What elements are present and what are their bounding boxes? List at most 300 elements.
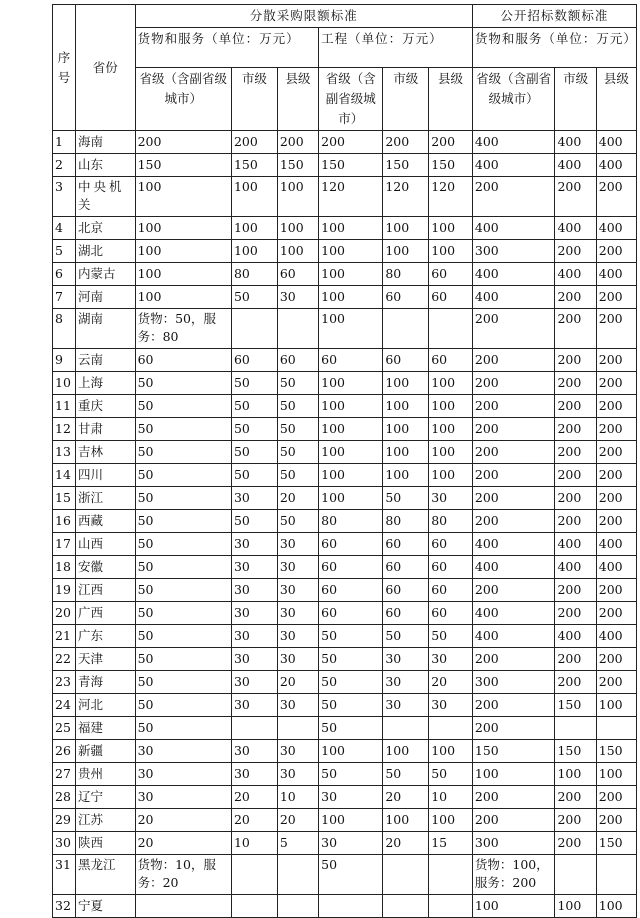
eng-city-cell: 60 — [383, 556, 429, 579]
public-tender-header: 公开招标数额标准 — [472, 5, 636, 28]
table-row — [53, 464, 637, 487]
public-prov-cell: 200 — [472, 510, 555, 533]
eng-prov-cell: 60 — [319, 533, 383, 556]
public-prov-cell: 300 — [472, 240, 555, 263]
public-city-cell: 400 — [555, 131, 596, 154]
eng-county-cell: 100 — [429, 240, 473, 263]
eng-city-cell — [383, 717, 429, 740]
public-city-cell: 200 — [555, 309, 596, 349]
goods-city-cell: 50 — [231, 395, 277, 418]
public-city-cell: 200 — [555, 602, 596, 625]
table-row — [53, 349, 637, 372]
public-city-cell — [555, 855, 596, 895]
seq-cell: 25 — [53, 717, 76, 740]
goods-prov-cell — [135, 895, 231, 918]
eng-prov-cell: 50 — [319, 648, 383, 671]
eng-county-cell: 60 — [429, 579, 473, 602]
public-city-cell: 100 — [555, 763, 596, 786]
eng-prov-cell: 100 — [319, 309, 383, 349]
goods-services-header: 货物和服务（单位：万元） — [135, 28, 319, 68]
public-county-cell: 200 — [596, 309, 636, 349]
eng-city-cell: 200 — [383, 131, 429, 154]
goods-county-cell: 50 — [277, 510, 318, 533]
eng-county-cell: 60 — [429, 286, 473, 309]
province-cell: 贵州 — [75, 763, 135, 786]
seq-cell: 9 — [53, 349, 76, 372]
table-row — [53, 154, 637, 177]
public-city-cell: 200 — [555, 487, 596, 510]
eng-city-cell: 30 — [383, 694, 429, 717]
eng-county-cell: 80 — [429, 510, 473, 533]
eng-prov-cell: 50 — [319, 855, 383, 895]
public-city-cell: 400 — [555, 217, 596, 240]
eng-prov-cell: 100 — [319, 809, 383, 832]
eng-county-cell: 50 — [429, 763, 473, 786]
province-cell: 山东 — [75, 154, 135, 177]
province-cell: 青海 — [75, 671, 135, 694]
prov-level-eng-header: 省级（含副省级城市） — [319, 68, 383, 131]
eng-prov-cell: 100 — [319, 441, 383, 464]
public-county-cell — [596, 717, 636, 740]
goods-city-cell — [231, 309, 277, 349]
goods-county-cell: 100 — [277, 217, 318, 240]
province-cell: 广西 — [75, 602, 135, 625]
public-prov-cell: 200 — [472, 464, 555, 487]
goods-prov-cell: 100 — [135, 177, 231, 217]
city-level-header: 市级 — [231, 68, 277, 131]
seq-cell: 29 — [53, 809, 76, 832]
eng-city-cell: 80 — [383, 510, 429, 533]
public-prov-cell: 200 — [472, 441, 555, 464]
goods-prov-cell: 20 — [135, 832, 231, 855]
seq-cell: 3 — [53, 177, 76, 217]
public-city-cell: 200 — [555, 464, 596, 487]
public-county-cell: 200 — [596, 177, 636, 217]
goods-prov-cell: 100 — [135, 240, 231, 263]
table-row — [53, 740, 637, 763]
seq-cell: 26 — [53, 740, 76, 763]
eng-county-cell — [429, 717, 473, 740]
goods-city-cell — [231, 895, 277, 918]
public-city-cell: 200 — [555, 809, 596, 832]
eng-county-cell: 50 — [429, 625, 473, 648]
table-row — [53, 510, 637, 533]
province-cell: 陕西 — [75, 832, 135, 855]
public-prov-cell: 200 — [472, 694, 555, 717]
goods-city-cell: 50 — [231, 510, 277, 533]
public-city-cell: 200 — [555, 240, 596, 263]
eng-prov-cell: 30 — [319, 786, 383, 809]
table-row — [53, 579, 637, 602]
eng-county-cell: 60 — [429, 556, 473, 579]
province-cell: 云南 — [75, 349, 135, 372]
procurement-standards-table — [52, 4, 637, 918]
table-row — [53, 395, 637, 418]
goods-county-cell: 100 — [277, 177, 318, 217]
seq-cell: 8 — [53, 309, 76, 349]
public-county-cell: 200 — [596, 579, 636, 602]
goods-city-cell: 200 — [231, 131, 277, 154]
table-row — [53, 309, 637, 349]
public-county-cell: 200 — [596, 487, 636, 510]
public-prov-cell: 400 — [472, 263, 555, 286]
eng-county-cell — [429, 855, 473, 895]
goods-city-cell: 30 — [231, 763, 277, 786]
goods-county-cell: 50 — [277, 372, 318, 395]
goods-county-cell: 30 — [277, 556, 318, 579]
province-cell: 浙江 — [75, 487, 135, 510]
goods-city-cell — [231, 855, 277, 895]
goods-county-cell: 30 — [277, 763, 318, 786]
goods-city-cell: 100 — [231, 217, 277, 240]
public-city-cell: 200 — [555, 671, 596, 694]
goods-county-cell: 50 — [277, 418, 318, 441]
eng-city-cell: 50 — [383, 625, 429, 648]
eng-city-cell: 60 — [383, 579, 429, 602]
table-row — [53, 487, 637, 510]
seq-cell: 16 — [53, 510, 76, 533]
eng-city-cell — [383, 855, 429, 895]
eng-prov-cell: 50 — [319, 671, 383, 694]
public-county-cell: 150 — [596, 740, 636, 763]
table-row — [53, 832, 637, 855]
table-row — [53, 263, 637, 286]
eng-city-cell — [383, 309, 429, 349]
seq-cell: 19 — [53, 579, 76, 602]
province-cell: 上海 — [75, 372, 135, 395]
eng-city-cell: 60 — [383, 286, 429, 309]
province-cell: 安徽 — [75, 556, 135, 579]
county-level-header: 县级 — [277, 68, 318, 131]
goods-city-cell: 50 — [231, 372, 277, 395]
province-cell: 黑龙江 — [75, 855, 135, 895]
public-county-cell: 400 — [596, 625, 636, 648]
public-county-cell: 400 — [596, 263, 636, 286]
eng-prov-cell: 100 — [319, 263, 383, 286]
table-row — [53, 441, 637, 464]
public-city-cell: 400 — [555, 533, 596, 556]
seq-cell: 13 — [53, 441, 76, 464]
goods-prov-cell: 20 — [135, 809, 231, 832]
goods-city-cell: 30 — [231, 579, 277, 602]
public-city-cell: 400 — [555, 625, 596, 648]
goods-city-cell: 50 — [231, 418, 277, 441]
table-row — [53, 418, 637, 441]
goods-city-cell: 30 — [231, 556, 277, 579]
province-cell: 河北 — [75, 694, 135, 717]
public-prov-cell: 400 — [472, 286, 555, 309]
public-county-cell: 200 — [596, 786, 636, 809]
public-city-cell: 200 — [555, 395, 596, 418]
seq-cell: 11 — [53, 395, 76, 418]
table-row — [53, 671, 637, 694]
goods-city-cell: 100 — [231, 240, 277, 263]
eng-prov-cell: 100 — [319, 372, 383, 395]
goods-prov-cell: 50 — [135, 464, 231, 487]
public-city-cell: 200 — [555, 286, 596, 309]
seq-cell: 27 — [53, 763, 76, 786]
goods-prov-cell: 30 — [135, 763, 231, 786]
county-level-eng-header: 县级 — [429, 68, 473, 131]
public-city-cell: 200 — [555, 349, 596, 372]
seq-cell: 31 — [53, 855, 76, 895]
goods-prov-cell: 50 — [135, 602, 231, 625]
eng-prov-cell: 150 — [319, 154, 383, 177]
goods-county-cell — [277, 855, 318, 895]
table-row — [53, 855, 637, 895]
seq-cell: 21 — [53, 625, 76, 648]
goods-prov-cell: 50 — [135, 671, 231, 694]
eng-county-cell: 100 — [429, 441, 473, 464]
goods-prov-cell: 100 — [135, 263, 231, 286]
table-row — [53, 602, 637, 625]
eng-prov-cell: 100 — [319, 464, 383, 487]
province-cell: 福建 — [75, 717, 135, 740]
province-cell: 江西 — [75, 579, 135, 602]
seq-cell: 4 — [53, 217, 76, 240]
goods-prov-cell: 50 — [135, 418, 231, 441]
eng-prov-cell: 60 — [319, 579, 383, 602]
eng-county-cell: 100 — [429, 395, 473, 418]
table-row — [53, 217, 637, 240]
goods-county-cell — [277, 309, 318, 349]
eng-county-cell: 100 — [429, 740, 473, 763]
eng-city-cell: 100 — [383, 441, 429, 464]
eng-county-cell: 100 — [429, 809, 473, 832]
eng-prov-cell: 100 — [319, 740, 383, 763]
eng-county-cell: 100 — [429, 372, 473, 395]
eng-county-cell: 10 — [429, 786, 473, 809]
prov-level-pub-header: 省级（含副省级城市） — [472, 68, 555, 131]
eng-prov-cell: 100 — [319, 418, 383, 441]
goods-prov-cell: 50 — [135, 395, 231, 418]
public-prov-cell: 200 — [472, 809, 555, 832]
public-county-cell: 200 — [596, 464, 636, 487]
public-prov-cell: 400 — [472, 154, 555, 177]
seq-cell: 12 — [53, 418, 76, 441]
goods-city-cell: 150 — [231, 154, 277, 177]
eng-prov-cell: 60 — [319, 556, 383, 579]
goods-city-cell: 30 — [231, 487, 277, 510]
public-county-cell: 200 — [596, 286, 636, 309]
goods-county-cell — [277, 895, 318, 918]
goods-prov-cell: 60 — [135, 349, 231, 372]
table-row — [53, 556, 637, 579]
province-cell: 广东 — [75, 625, 135, 648]
public-prov-cell: 400 — [472, 556, 555, 579]
eng-city-cell: 100 — [383, 809, 429, 832]
goods-county-cell — [277, 717, 318, 740]
public-city-cell: 200 — [555, 832, 596, 855]
goods-services-public-header: 货物和服务（单位：万元） — [472, 28, 636, 68]
eng-county-cell: 120 — [429, 177, 473, 217]
province-cell: 新疆 — [75, 740, 135, 763]
public-prov-cell: 200 — [472, 487, 555, 510]
province-cell: 湖南 — [75, 309, 135, 349]
seq-cell: 18 — [53, 556, 76, 579]
goods-county-cell: 30 — [277, 648, 318, 671]
seq-cell: 24 — [53, 694, 76, 717]
eng-county-cell: 15 — [429, 832, 473, 855]
eng-prov-cell: 200 — [319, 131, 383, 154]
goods-county-cell: 10 — [277, 786, 318, 809]
eng-county-cell: 100 — [429, 464, 473, 487]
goods-city-cell: 10 — [231, 832, 277, 855]
eng-city-cell: 60 — [383, 349, 429, 372]
province-cell: 内蒙古 — [75, 263, 135, 286]
public-county-cell: 100 — [596, 763, 636, 786]
public-prov-cell: 400 — [472, 217, 555, 240]
table-row — [53, 895, 637, 918]
goods-city-cell: 30 — [231, 694, 277, 717]
seq-cell: 23 — [53, 671, 76, 694]
province-header: 省份 — [75, 5, 135, 131]
goods-county-cell: 50 — [277, 464, 318, 487]
eng-city-cell: 100 — [383, 740, 429, 763]
eng-county-cell — [429, 309, 473, 349]
province-cell: 天津 — [75, 648, 135, 671]
public-city-cell: 200 — [555, 372, 596, 395]
public-prov-cell: 150 — [472, 740, 555, 763]
goods-county-cell: 30 — [277, 740, 318, 763]
public-prov-cell: 200 — [472, 786, 555, 809]
goods-county-cell: 30 — [277, 579, 318, 602]
prov-level-header: 省级（含副省级城市） — [135, 68, 231, 131]
goods-prov-cell: 200 — [135, 131, 231, 154]
goods-county-cell: 30 — [277, 602, 318, 625]
seq-header: 序 号 — [53, 5, 76, 131]
public-prov-cell: 300 — [472, 671, 555, 694]
table-row — [53, 694, 637, 717]
goods-prov-cell: 50 — [135, 556, 231, 579]
seq-cell: 22 — [53, 648, 76, 671]
goods-county-cell: 30 — [277, 694, 318, 717]
eng-county-cell: 60 — [429, 533, 473, 556]
province-cell: 河南 — [75, 286, 135, 309]
public-prov-cell: 400 — [472, 602, 555, 625]
public-county-cell: 400 — [596, 217, 636, 240]
public-city-cell: 200 — [555, 441, 596, 464]
goods-city-cell: 20 — [231, 809, 277, 832]
goods-city-cell: 30 — [231, 602, 277, 625]
public-prov-cell: 400 — [472, 625, 555, 648]
city-level-pub-header: 市级 — [555, 68, 596, 131]
public-city-cell: 400 — [555, 556, 596, 579]
goods-county-cell: 50 — [277, 441, 318, 464]
public-city-cell: 200 — [555, 786, 596, 809]
public-county-cell: 200 — [596, 648, 636, 671]
dispersed-procurement-header: 分散采购限额标准 — [135, 5, 472, 28]
province-cell: 湖北 — [75, 240, 135, 263]
goods-city-cell: 50 — [231, 441, 277, 464]
public-prov-cell: 100 — [472, 763, 555, 786]
eng-prov-cell: 50 — [319, 717, 383, 740]
goods-prov-cell: 100 — [135, 217, 231, 240]
engineering-header: 工程（单位：万元） — [319, 28, 473, 68]
table-row — [53, 131, 637, 154]
province-cell: 吉林 — [75, 441, 135, 464]
public-prov-cell: 400 — [472, 533, 555, 556]
seq-cell: 7 — [53, 286, 76, 309]
public-county-cell: 200 — [596, 602, 636, 625]
province-cell: 江苏 — [75, 809, 135, 832]
county-level-pub-header: 县级 — [596, 68, 636, 131]
eng-county-cell: 60 — [429, 349, 473, 372]
goods-county-cell: 20 — [277, 487, 318, 510]
goods-city-cell: 30 — [231, 740, 277, 763]
eng-prov-cell: 30 — [319, 832, 383, 855]
eng-county-cell: 60 — [429, 602, 473, 625]
goods-prov-cell: 30 — [135, 786, 231, 809]
public-prov-cell: 200 — [472, 648, 555, 671]
public-city-cell: 150 — [555, 694, 596, 717]
goods-county-cell: 150 — [277, 154, 318, 177]
table-row — [53, 240, 637, 263]
goods-county-cell: 30 — [277, 286, 318, 309]
public-prov-cell: 200 — [472, 372, 555, 395]
eng-county-cell: 150 — [429, 154, 473, 177]
public-city-cell — [555, 717, 596, 740]
goods-prov-cell: 50 — [135, 717, 231, 740]
eng-county-cell: 100 — [429, 418, 473, 441]
seq-cell: 5 — [53, 240, 76, 263]
public-prov-cell: 200 — [472, 418, 555, 441]
goods-city-cell: 30 — [231, 671, 277, 694]
goods-prov-cell: 50 — [135, 625, 231, 648]
province-cell: 山西 — [75, 533, 135, 556]
table-row — [53, 177, 637, 217]
seq-cell: 14 — [53, 464, 76, 487]
public-prov-cell: 货物：100，服务：200 — [472, 855, 555, 895]
public-prov-cell: 200 — [472, 177, 555, 217]
province-cell: 海南 — [75, 131, 135, 154]
eng-city-cell: 30 — [383, 671, 429, 694]
goods-county-cell: 30 — [277, 625, 318, 648]
public-city-cell: 100 — [555, 895, 596, 918]
table-body — [53, 131, 637, 918]
eng-prov-cell: 80 — [319, 510, 383, 533]
goods-prov-cell: 30 — [135, 740, 231, 763]
eng-city-cell: 100 — [383, 395, 429, 418]
eng-city-cell: 120 — [383, 177, 429, 217]
goods-city-cell: 30 — [231, 648, 277, 671]
eng-prov-cell: 100 — [319, 487, 383, 510]
public-county-cell: 200 — [596, 240, 636, 263]
public-city-cell: 200 — [555, 177, 596, 217]
public-county-cell: 100 — [596, 694, 636, 717]
goods-prov-cell: 150 — [135, 154, 231, 177]
public-city-cell: 150 — [555, 740, 596, 763]
province-cell: 辽宁 — [75, 786, 135, 809]
city-level-eng-header: 市级 — [383, 68, 429, 131]
seq-cell: 30 — [53, 832, 76, 855]
goods-prov-cell: 50 — [135, 579, 231, 602]
goods-city-cell: 50 — [231, 464, 277, 487]
public-county-cell: 200 — [596, 671, 636, 694]
eng-prov-cell: 100 — [319, 240, 383, 263]
goods-city-cell: 60 — [231, 349, 277, 372]
public-county-cell: 400 — [596, 556, 636, 579]
province-cell: 北京 — [75, 217, 135, 240]
goods-prov-cell: 100 — [135, 286, 231, 309]
seq-cell: 2 — [53, 154, 76, 177]
goods-prov-cell: 50 — [135, 487, 231, 510]
province-cell: 中央机关 — [75, 177, 135, 217]
public-city-cell: 200 — [555, 648, 596, 671]
seq-cell: 6 — [53, 263, 76, 286]
eng-prov-cell: 60 — [319, 602, 383, 625]
document-page — [52, 4, 637, 918]
